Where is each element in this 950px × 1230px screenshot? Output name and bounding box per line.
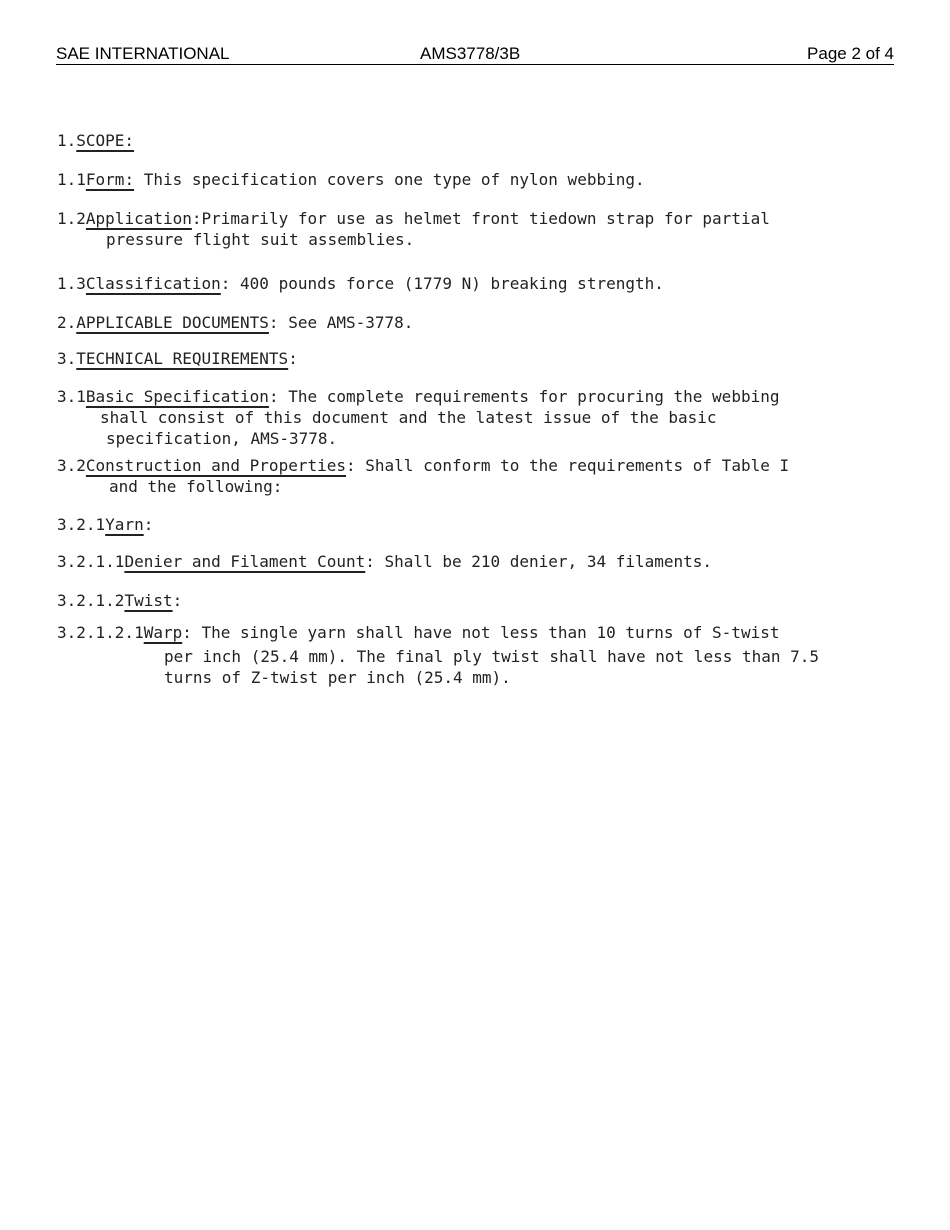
section-title: Warp <box>143 623 183 642</box>
section-number: 3.2.1.2.1 <box>57 623 144 642</box>
section-text: : <box>172 591 183 610</box>
section-continuation: pressure flight suit assemblies. <box>106 230 415 249</box>
section-number: 1. <box>57 131 77 150</box>
section-title: Denier and Filament Count <box>124 552 366 571</box>
header-organization: SAE INTERNATIONAL <box>56 44 230 63</box>
section-text: : 400 pounds force (1779 N) breaking strength. <box>220 274 664 293</box>
section-title: Basic Specification <box>85 387 269 406</box>
section-text: : The single yarn shall have not less than 10 turns of S-twist <box>182 623 780 642</box>
section-number: 3.2.1 <box>57 515 106 534</box>
section-3-2-1-1-denier-and-filament-count <box>57 551 712 572</box>
section-number: 1.2 <box>57 209 86 228</box>
section-text: : <box>143 515 154 534</box>
header-document-number: AMS3778/3B <box>420 44 521 63</box>
section-3-2-construction-and-properties <box>57 455 789 497</box>
section-title: Classification <box>85 274 221 293</box>
section-number: 3.1 <box>57 387 86 406</box>
section-title: APPLICABLE DOCUMENTS <box>76 313 269 332</box>
section-title: Twist <box>124 591 173 610</box>
section-text: : Shall be 210 denier, 34 filaments. <box>365 552 713 571</box>
section-number: 3.2 <box>57 456 86 475</box>
section-number: 1.3 <box>57 274 86 293</box>
section-continuation: specification, AMS-3778. <box>106 429 338 448</box>
section-number: 2. <box>57 313 77 332</box>
section-continuation: shall consist of this document and the latest issue of the basic <box>100 408 717 427</box>
section-3-2-1-2-twist <box>57 590 182 611</box>
section-1-scope <box>57 130 134 151</box>
section-3-2-1-2-1-warp <box>57 622 819 688</box>
section-title: TECHNICAL REQUIREMENTS <box>76 349 289 368</box>
section-3-1-basic-specification <box>57 386 779 449</box>
section-number: 1.1 <box>57 170 86 189</box>
section-text: : The complete requirements for procuring the webbing <box>268 387 780 406</box>
section-title: Yarn <box>105 515 144 534</box>
section-title: SCOPE: <box>76 131 135 150</box>
section-2-applicable-documents <box>57 312 413 333</box>
section-1-2-application <box>57 208 770 250</box>
section-text: : Shall conform to the requirements of Table I <box>346 456 790 475</box>
header-page-number: Page 2 of 4 <box>807 44 894 63</box>
section-continuation: per inch (25.4 mm). The final ply twist shall have not less than 7.5 <box>164 647 820 666</box>
section-number: 3. <box>57 349 77 368</box>
section-title: Application <box>85 209 192 228</box>
section-number: 3.2.1.2 <box>57 591 125 610</box>
section-title: Construction and Properties <box>85 456 346 475</box>
section-3-2-1-yarn <box>57 514 153 535</box>
section-1-3-classification <box>57 273 664 294</box>
section-1-1-form <box>57 169 645 190</box>
page-header <box>56 44 894 65</box>
section-text: This specification covers one type of nylon webbing. <box>134 170 645 189</box>
section-text: : <box>288 349 298 368</box>
section-continuation: and the following: <box>109 477 283 496</box>
section-text: : See AMS-3778. <box>268 313 414 332</box>
section-3-technical-requirements <box>57 348 298 369</box>
section-number: 3.2.1.1 <box>57 552 125 571</box>
section-text: :Primarily for use as helmet front tiedown strap for partial <box>191 209 770 228</box>
section-title: Form: <box>85 170 135 189</box>
section-continuation: turns of Z-twist per inch (25.4 mm). <box>164 668 511 687</box>
